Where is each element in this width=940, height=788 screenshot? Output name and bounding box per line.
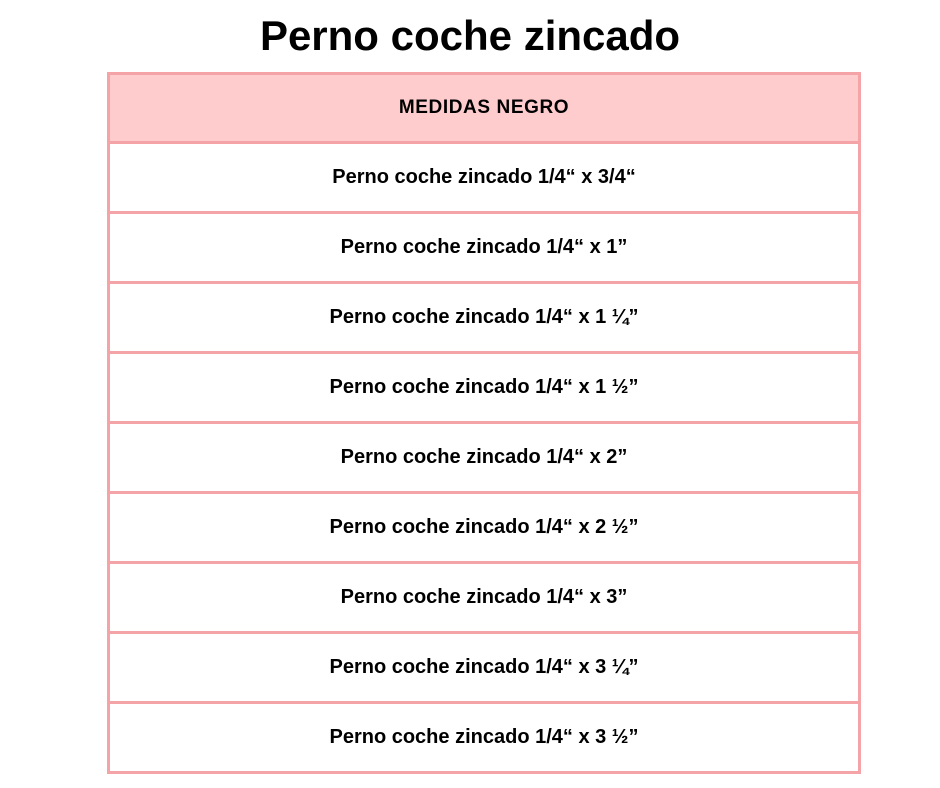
- table-header: [109, 74, 860, 143]
- table-row: [109, 143, 860, 213]
- table-cell: Perno coche zincado 1/4“ x 3 ¼”: [109, 633, 860, 703]
- sizes-table: [107, 72, 861, 774]
- table-row: [109, 493, 860, 563]
- table-row: [109, 703, 860, 773]
- table-body: [109, 143, 860, 773]
- page-title: Perno coche zincado: [259, 12, 681, 59]
- header-row: [109, 74, 860, 143]
- table-row: [109, 213, 860, 283]
- table-row: [109, 633, 860, 703]
- table-cell: Perno coche zincado 1/4“ x 1”: [109, 213, 860, 283]
- table-row: [109, 283, 860, 353]
- table-cell: Perno coche zincado 1/4“ x 1 ½”: [109, 353, 860, 423]
- table-cell: Perno coche zincado 1/4“ x 3/4“: [109, 143, 860, 213]
- table-cell: Perno coche zincado 1/4“ x 3 ½”: [109, 703, 860, 773]
- table-cell: Perno coche zincado 1/4“ x 1 ¼”: [109, 283, 860, 353]
- column-header-medidas-negro: MEDIDAS NEGRO: [109, 74, 860, 143]
- table-cell: Perno coche zincado 1/4“ x 3”: [109, 563, 860, 633]
- table-row: [109, 353, 860, 423]
- table-row: [109, 423, 860, 493]
- table-cell: Perno coche zincado 1/4“ x 2”: [109, 423, 860, 493]
- table-row: [109, 563, 860, 633]
- table-cell: Perno coche zincado 1/4“ x 2 ½”: [109, 493, 860, 563]
